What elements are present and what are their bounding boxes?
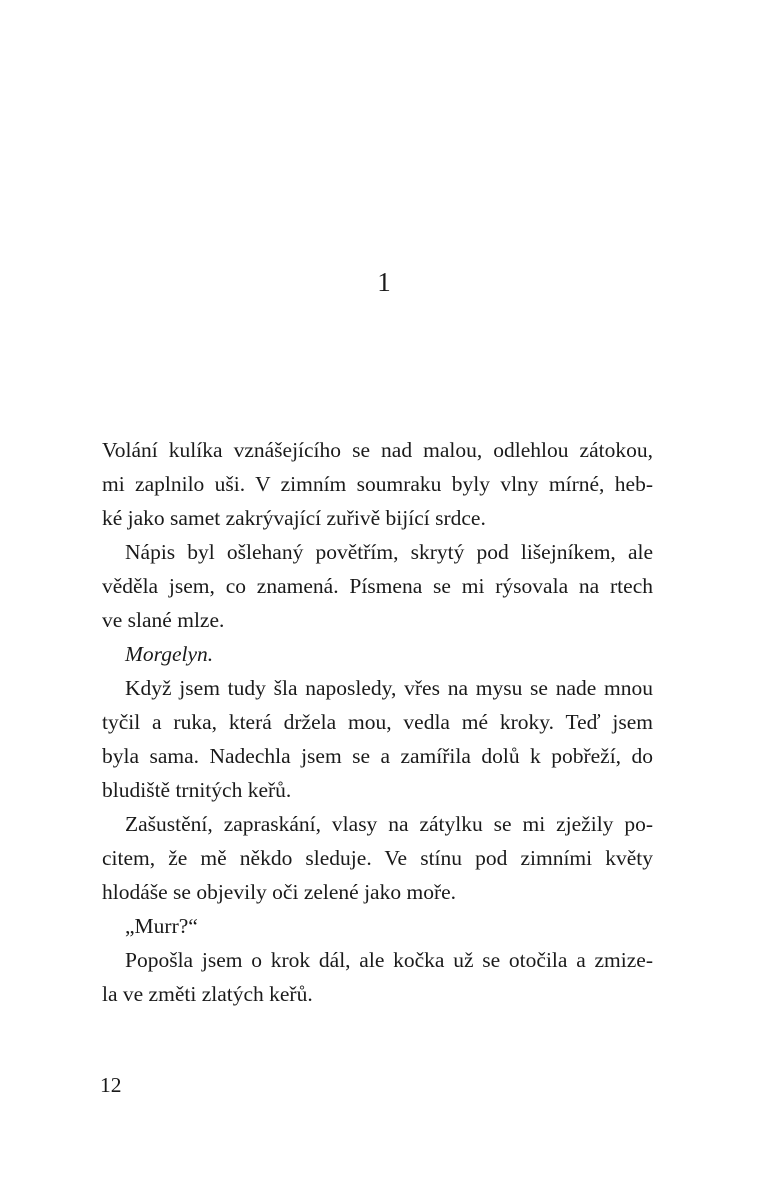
text-line: mi zaplnilo uši. V zimním soumraku byly vlny mírné, heb-	[102, 472, 653, 496]
text-line: Popošla jsem o krok dál, ale kočka už se otočila a zmize-	[125, 948, 653, 972]
text-line: Morgelyn.	[125, 642, 214, 666]
text-line: Nápis byl ošlehaný povětřím, skrytý pod lišejníkem, ale	[125, 540, 653, 564]
page-number: 12	[100, 1073, 122, 1097]
chapter-number: 1	[377, 267, 391, 297]
text-line: bludiště trnitých keřů.	[102, 778, 292, 802]
text-line: tyčil a ruka, která držela mou, vedla mé kroky. Teď jsem	[102, 710, 653, 734]
text-line: věděla jsem, co znamená. Písmena se mi rýsovala na rtech	[102, 574, 653, 598]
text-line: citem, že mě někdo sleduje. Ve stínu pod zimními květy	[102, 846, 653, 870]
text-line: ve slané mlze.	[102, 608, 225, 632]
text-line: Volání kulíka vznášejícího se nad malou, odlehlou zátokou,	[102, 438, 653, 462]
text-line: Když jsem tudy šla naposledy, vřes na mysu se nade mnou	[125, 676, 653, 700]
text-line: hlodáše se objevily oči zelené jako moře.	[102, 880, 457, 904]
text-line: byla sama. Nadechla jsem se a zamířila dolů k pobřeží, do	[102, 744, 653, 768]
text-line: ké jako samet zakrývající zuřivě bijící srdce.	[102, 506, 486, 530]
text-line: „Murr?“	[125, 914, 198, 938]
body-text	[102, 433, 653, 1011]
text-line: Zašustění, zapraskání, vlasy na zátylku se mi zježily po-	[125, 812, 653, 836]
text-line: la ve změti zlatých keřů.	[102, 982, 313, 1006]
